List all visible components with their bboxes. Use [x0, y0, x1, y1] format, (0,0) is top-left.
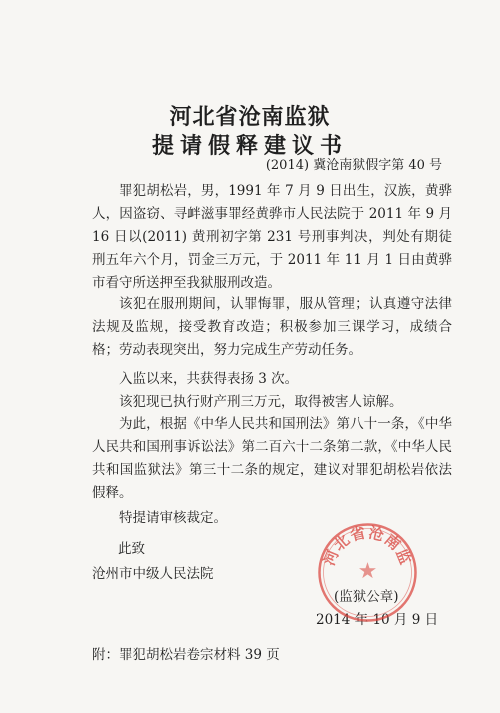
document-number: (2014) 冀沧南狱假字第 40 号 — [265, 158, 442, 173]
document-title-type: 提请假释建议书 — [151, 133, 348, 159]
svg-text:★: ★ — [357, 559, 378, 584]
recipient: 沧州市中级人民法院 — [92, 566, 214, 582]
document-title-issuer: 河北省沧南监狱 — [169, 104, 331, 130]
seal-caption: (监狱公章) — [334, 589, 399, 605]
attachment-note: 附：罪犯胡松岩卷宗材料 39 页 — [92, 647, 280, 663]
paragraph-request: 特提请审核裁定。 — [119, 510, 227, 526]
paragraph-commendations: 入监以来，共获得表扬 3 次。 — [119, 371, 299, 387]
document-date: 2014 年 10 月 9 日 — [316, 612, 439, 628]
salutation: 此致 — [118, 541, 145, 557]
paragraph-offender-info: 罪犯胡松岩，男，1991 年 7 月 9 日出生，汉族，黄骅人，因盗窃、寻衅滋事罪经黄骅市人民法院于 2011 年 9 月 16 日以(2011) 黄刑初字第 231 号刑事判决，判处有期徒刑五年六个月，罚金三万元，于 2011 年 11 月 1 日由黄骅市看守所送押至我狱服刑改造。 — [92, 183, 452, 291]
paragraph-conduct: 该犯在服刑期间，认罪悔罪，服从管理；认真遵守法律法规及监规，接受教育改造；积极参加三课学习，成绩合格；劳动表现突出，努力完成生产劳动任务。 — [92, 296, 452, 358]
svg-text:河北省沧南监 — [320, 523, 415, 568]
seal-text: 河北省沧南监 — [320, 523, 415, 569]
paragraph-legal-basis: 为此，根据《中华人民共和国刑法》第八十一条，《中华人民共和国刑事诉讼法》第二百六十二条第二款，《中华人民共和国监狱法》第三十二条的规定，建议对罪犯胡松岩依法假释。 — [92, 416, 452, 501]
paragraph-property-penalty: 该犯现已执行财产刑三万元，取得被害人谅解。 — [119, 394, 403, 410]
